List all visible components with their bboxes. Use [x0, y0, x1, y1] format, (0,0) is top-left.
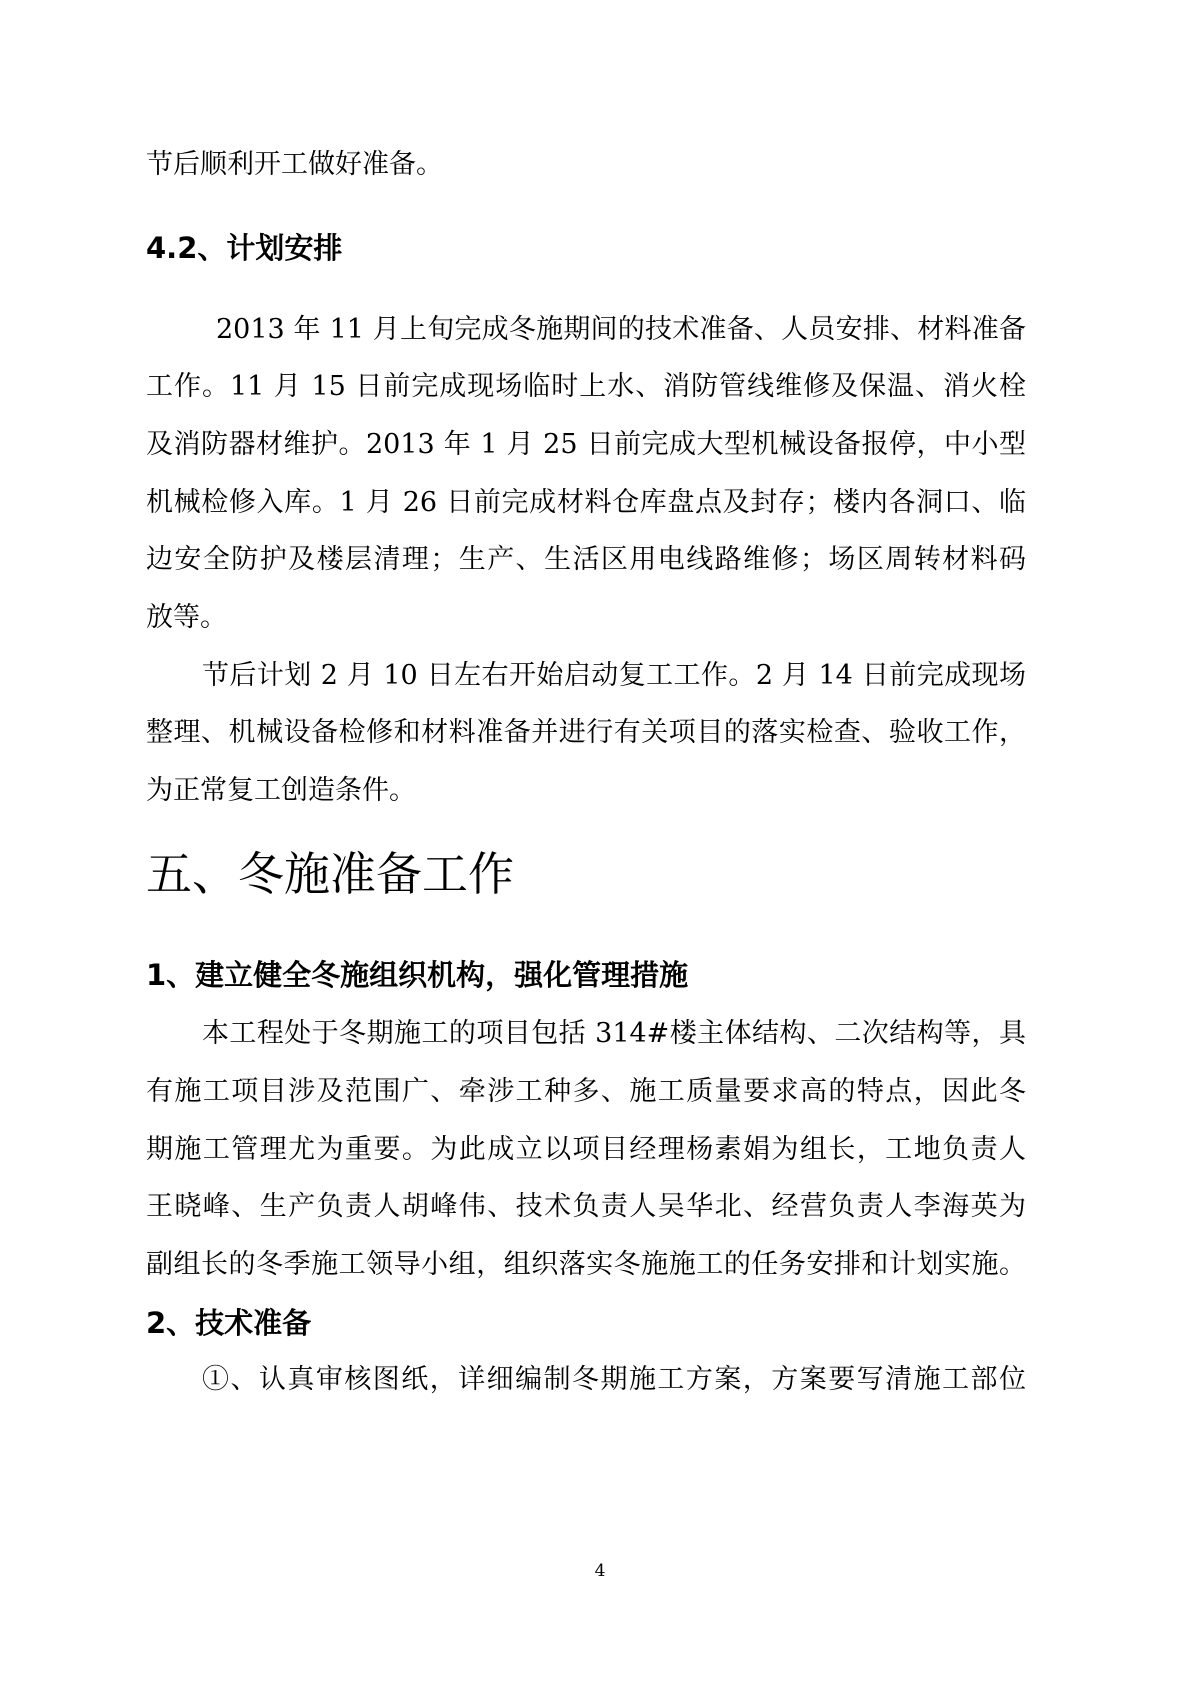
paragraph-line: 为正常复工创造条件。	[146, 775, 416, 806]
paragraph-line: 期施工管理尤为重要。为此成立以项目经理杨素娟为组长，工地负责人	[146, 1134, 1026, 1165]
paragraph-line: 有施工项目涉及范围广、牵涉工种多、施工质量要求高的特点，因此冬	[146, 1076, 1026, 1107]
paragraph-line: 王晓峰、生产负责人胡峰伟、技术负责人吴华北、经营负责人李海英为	[146, 1191, 1026, 1222]
heading-4-2: 4.2、计划安排	[146, 231, 343, 265]
heading-1: 1、建立健全冬施组织机构，强化管理措施	[146, 958, 689, 992]
page-number: 4	[594, 1561, 606, 1581]
carryover-text: 节后顺利开工做好准备。	[146, 149, 443, 180]
paragraph-line: 及消防器材维护。2013 年 1 月 25 日前完成大型机械设备报停，中小型	[146, 429, 1026, 460]
heading-2: 2、技术准备	[146, 1306, 312, 1340]
paragraph-line: 边安全防护及楼层清理；生产、生活区用电线路维修；场区周转材料码	[146, 544, 1026, 575]
paragraph-line: 机械检修入库。1 月 26 日前完成材料仓库盘点及封存；楼内各洞口、临	[146, 487, 1026, 518]
paragraph-line: 副组长的冬季施工领导小组，组织落实冬施施工的任务安排和计划实施。	[146, 1249, 1026, 1280]
paragraph-line: 放等。	[146, 602, 227, 633]
paragraph-tech-line: ①、认真审核图纸，详细编制冬期施工方案，方案要写清施工部位	[202, 1364, 1026, 1395]
paragraph-line: 本工程处于冬期施工的项目包括 314#楼主体结构、二次结构等，具	[202, 1018, 1026, 1049]
paragraph-line: 节后计划 2 月 10 日左右开始启动复工工作。2 月 14 日前完成现场	[202, 660, 1026, 691]
section-5-title: 五、冬施准备工作	[146, 847, 514, 901]
paragraph-line: 工作。11 月 15 日前完成现场临时上水、消防管线维修及保温、消火栓	[146, 371, 1026, 402]
paragraph-line: 整理、机械设备检修和材料准备并进行有关项目的落实检查、验收工作，	[146, 717, 1026, 748]
paragraph-line: 2013 年 11 月上旬完成冬施期间的技术准备、人员安排、材料准备	[216, 314, 1026, 345]
